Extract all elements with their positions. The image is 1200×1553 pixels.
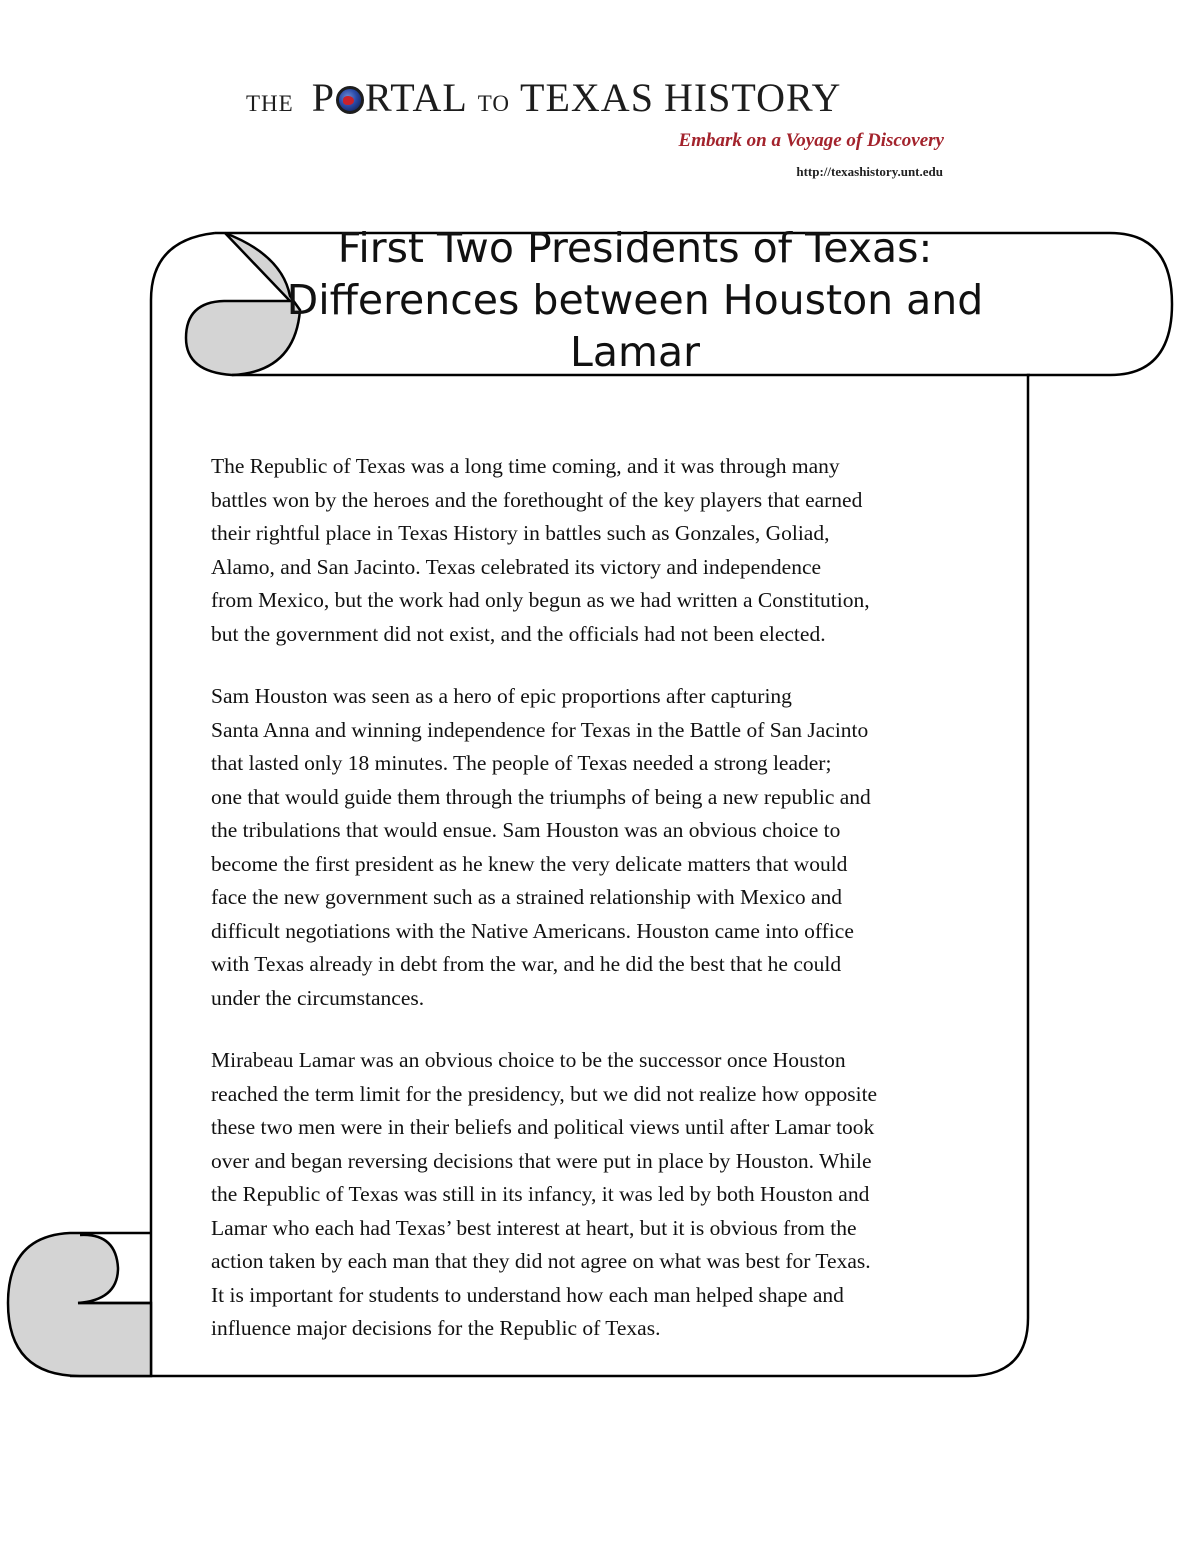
text-line: Mirabeau Lamar was an obvious choice to be the successor once Houston [211, 1048, 846, 1072]
text-line: that lasted only 18 minutes. The people of Texas needed a strong leader; [211, 751, 832, 775]
text-line: action taken by each man that they did not agree on what was best for Texas. [211, 1249, 871, 1273]
title-line: Lamar [570, 328, 700, 376]
logo-rtal: RTAL [364, 75, 468, 120]
paragraph-republic [211, 450, 1011, 651]
bottom-curl [8, 1233, 151, 1376]
text-line: these two men were in their beliefs and political views until after Lamar took [211, 1115, 875, 1139]
text-line: Sam Houston was seen as a hero of epic proportions after capturing [211, 684, 792, 708]
paragraph-lamar [211, 1044, 1011, 1346]
text-line: face the new government such as a strained relationship with Mexico and [211, 885, 843, 909]
text-line: the Republic of Texas was still in its infancy, it was led by both Houston and [211, 1182, 870, 1206]
logo-to: TO [477, 91, 511, 116]
tagline: Embark on a Voyage of Discovery [678, 130, 944, 151]
text-line: battles won by the heroes and the forethought of the key players that earned [211, 487, 863, 512]
text-line: but the government did not exist, and the officials had not been elected. [211, 621, 826, 646]
text-line: become the first president as he knew the very delicate matters that would [211, 851, 848, 876]
logo-the: THE [246, 91, 294, 116]
scroll-left-edge [151, 233, 215, 1376]
text-line: with Texas already in debt from the war, and he did the best that he could [211, 952, 842, 976]
logo-p: P [311, 75, 335, 120]
text-line: It is important for students to understand how each man helped shape and [211, 1282, 844, 1307]
text-line: under the circumstances. [211, 985, 425, 1010]
text-line: their rightful place in Texas History in battles such as Gonzales, Goliad, [211, 521, 830, 545]
logo-history: HISTORY [663, 75, 842, 120]
title-line: First Two Presidents of Texas: [337, 224, 933, 272]
text-line: Lamar who each had Texas’ best interest at heart, but it is obvious from the [211, 1215, 857, 1240]
text-line: Alamo, and San Jacinto. Texas celebrated its victory and independence [211, 554, 822, 579]
text-line: one that would guide them through the triumphs of being a new republic and [211, 784, 871, 809]
text-line: the tribulations that would ensue. Sam Houston was an obvious choice to [211, 818, 841, 842]
document-title [215, 222, 1055, 378]
paragraph-houston [211, 680, 1011, 1015]
site-url[interactable]: http://texashistory.unt.edu [796, 164, 943, 179]
text-line: Santa Anna and winning independence for Texas in the Battle of San Jacinto [211, 717, 869, 742]
title-line: Differences between Houston and [286, 276, 984, 324]
text-line: from Mexico, but the work had only begun as we had written a Constitution, [211, 588, 870, 612]
logo-texas: TEXAS [520, 75, 654, 120]
text-line: influence major decisions for the Republic of Texas. [211, 1316, 661, 1340]
document-body [211, 450, 1011, 1375]
text-line: difficult negotiations with the Native Americans. Houston came into office [211, 918, 854, 943]
text-line: reached the term limit for the presidency, but we did not realize how opposite [211, 1081, 878, 1106]
text-line: over and began reversing decisions that were put in place by Houston. While [211, 1148, 872, 1173]
text-line: The Republic of Texas was a long time coming, and it was through many [211, 454, 840, 478]
